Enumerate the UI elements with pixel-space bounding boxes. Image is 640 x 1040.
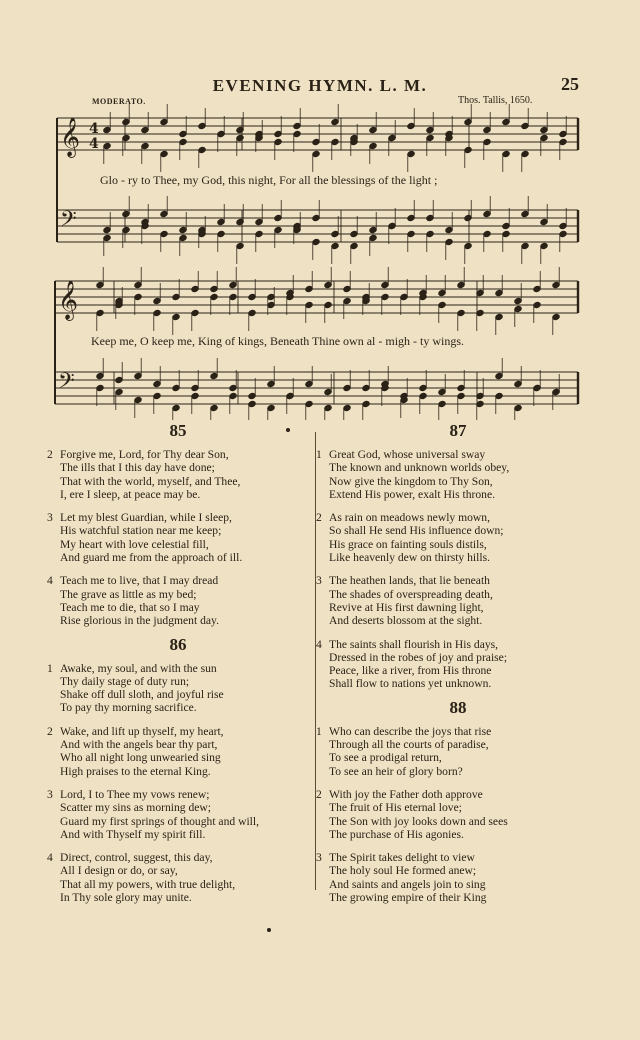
verse-number: 3 (47, 511, 53, 525)
stanza (47, 574, 309, 627)
stanza (316, 725, 600, 778)
verse-line: All I design or do, or say, (60, 864, 178, 878)
verse-line: Extend His power, exalt His throne. (329, 487, 495, 501)
verse-line: The saints shall flourish in His days, (329, 637, 499, 651)
verse-line: The purchase of His agonies. (329, 827, 464, 841)
stanza (316, 511, 600, 564)
verse-line: Teach me to die, that so I may (60, 600, 200, 614)
left-column (47, 421, 309, 914)
stanza (316, 574, 600, 627)
verse-line: And saints and angels join to sing (329, 877, 486, 891)
verse-line: The known and unknown worlds obey, (329, 461, 510, 475)
verse-line: Forgive me, Lord, for Thy dear Son, (60, 448, 229, 461)
verse-number: 3 (316, 851, 322, 865)
verse-line: Teach me to live, that I may dread (60, 574, 219, 588)
verse-line: To see a prodigal return, (329, 751, 442, 765)
verse-line: Direct, control, suggest, this day, (60, 851, 213, 865)
verse-line: High praises to the eternal King. (60, 764, 211, 778)
svg-text:𝄞: 𝄞 (58, 280, 79, 320)
verse-line: As rain on meadows newly mown, (329, 511, 490, 525)
verse-line: That all my powers, with true delight, (60, 877, 236, 891)
stanza (47, 851, 309, 904)
hymn-88 (316, 725, 600, 905)
verse-line: Dressed in the robes of joy and praise; (329, 650, 508, 664)
verse-line: Shall flow to nations yet unknown. (329, 677, 492, 691)
hymn-87 (316, 448, 600, 691)
svg-text:𝄢: 𝄢 (58, 369, 75, 399)
verse-line: His grace on fainting souls distils, (329, 537, 487, 551)
verse-number: 1 (316, 448, 322, 461)
verse-number: 3 (47, 787, 53, 801)
verse-line: To see an heir of glory born? (329, 764, 463, 778)
print-mark (267, 928, 271, 932)
verse-number: 4 (316, 637, 322, 651)
verse-line: The grave as little as my bed; (60, 587, 197, 601)
verse-number: 1 (316, 724, 322, 738)
lyrics-line-1: Glo - ry to Thee, my God, this night, For all the blessings of the light ; (100, 173, 438, 187)
verse-line: Let my blest Guardian, while I sleep, (60, 511, 232, 525)
stanza (47, 725, 309, 778)
hymn-number-88: 88 (449, 697, 467, 717)
verse-number: 4 (47, 851, 53, 865)
stanza (316, 448, 600, 501)
verse-line: Who all night long unwearied sing (60, 751, 221, 765)
right-column (316, 421, 600, 914)
verse-line: Like heavenly dew on thirsty hills. (329, 551, 490, 565)
hymn-number-87: 87 (449, 421, 467, 440)
verse-line: That with the world, myself, and Thee, (60, 474, 241, 488)
verse-line: And guard me from the approach of ill. (60, 551, 243, 565)
verse-line: The shades of overspreading death, (329, 587, 493, 601)
verse-line: In Thy sole glory may unite. (60, 891, 192, 905)
page-number: 25 (561, 74, 579, 94)
stanza (316, 851, 600, 904)
verse-line: The holy soul He formed anew; (329, 864, 477, 878)
stanza (47, 511, 309, 564)
verse-line: And deserts blossom at the sight. (329, 614, 483, 628)
verse-line: Scatter my sins as morning dew; (60, 801, 212, 815)
stanza (316, 788, 600, 841)
verse-line: Rise glorious in the judgment day. (60, 614, 219, 628)
verse-line: Wake, and lift up thyself, my heart, (60, 724, 224, 738)
hymn-number-85: 85 (169, 421, 187, 440)
hymn-number-86: 86 (169, 634, 187, 654)
verse-line: The heathen lands, that lie beneath (329, 574, 490, 588)
lyrics-line-2: Keep me, O keep me, King of kings, Beneath Thine own al - migh - ty wings. (91, 334, 465, 348)
verse-line: I, ere I sleep, at peace may be. (60, 487, 201, 501)
music-score (0, 0, 640, 420)
verse-line: So shall He send His influence down; (329, 524, 504, 538)
verse-line: Thy daily stage of duty run; (60, 674, 190, 688)
composer-credit: Thos. Tallis, 1650. (458, 95, 533, 106)
page-title: EVENING HYMN. L. M. (212, 76, 428, 95)
verse-line: Through all the courts of paradise, (329, 738, 489, 752)
stanza (47, 448, 309, 501)
verse-line: Great God, whose universal sway (329, 448, 486, 461)
svg-text:𝄢: 𝄢 (60, 207, 77, 237)
verse-number: 4 (47, 574, 53, 588)
stanza (47, 788, 309, 841)
hymn-85 (47, 448, 309, 628)
verse-line: And with Thyself my spirit fill. (60, 827, 206, 841)
verse-line: Now give the kingdom to Thy Son, (329, 474, 493, 488)
verse-number: 1 (47, 661, 53, 675)
verse-line: The ills that I this day have done; (60, 461, 215, 475)
print-mark (286, 428, 290, 432)
verse-line: Peace, like a river, from His throne (329, 664, 492, 678)
verse-line: His watchful station near me keep; (60, 524, 222, 538)
verse-line: And with the angels bear thy part, (60, 738, 218, 752)
verse-line: Guard my first springs of thought and will, (60, 814, 260, 828)
verse-line: My heart with love celestial fill, (60, 537, 209, 551)
verse-line: The growing empire of their King (329, 891, 487, 905)
verse-line: The fruit of His eternal love; (329, 801, 462, 815)
verse-line: Shake off dull sloth, and joyful rise (60, 688, 224, 702)
svg-text:4: 4 (89, 121, 99, 137)
verse-line: With joy the Father doth approve (329, 787, 483, 801)
verse-line: Lord, I to Thee my vows renew; (60, 787, 210, 801)
verse-line: Who can describe the joys that rise (329, 724, 492, 738)
verse-line: The Son with joy looks down and sees (329, 814, 508, 828)
verse-line: To pay thy morning sacrifice. (60, 701, 197, 715)
svg-text:𝄞: 𝄞 (60, 117, 81, 157)
verse-number: 2 (47, 448, 53, 461)
verse-line: Revive at His first dawning light, (329, 600, 484, 614)
verse-number: 2 (47, 724, 53, 738)
verse-number: 2 (316, 787, 322, 801)
stanza (316, 638, 600, 691)
svg-text:4: 4 (89, 136, 99, 152)
verse-number: 2 (316, 511, 322, 525)
verse-line: The Spirit takes delight to view (329, 851, 475, 865)
verse-number: 3 (316, 574, 322, 588)
verse-line: Awake, my soul, and with the sun (60, 661, 217, 675)
tempo-marking: MODERATO. (92, 97, 146, 106)
stanza (47, 662, 309, 715)
hymn-86 (47, 662, 309, 905)
